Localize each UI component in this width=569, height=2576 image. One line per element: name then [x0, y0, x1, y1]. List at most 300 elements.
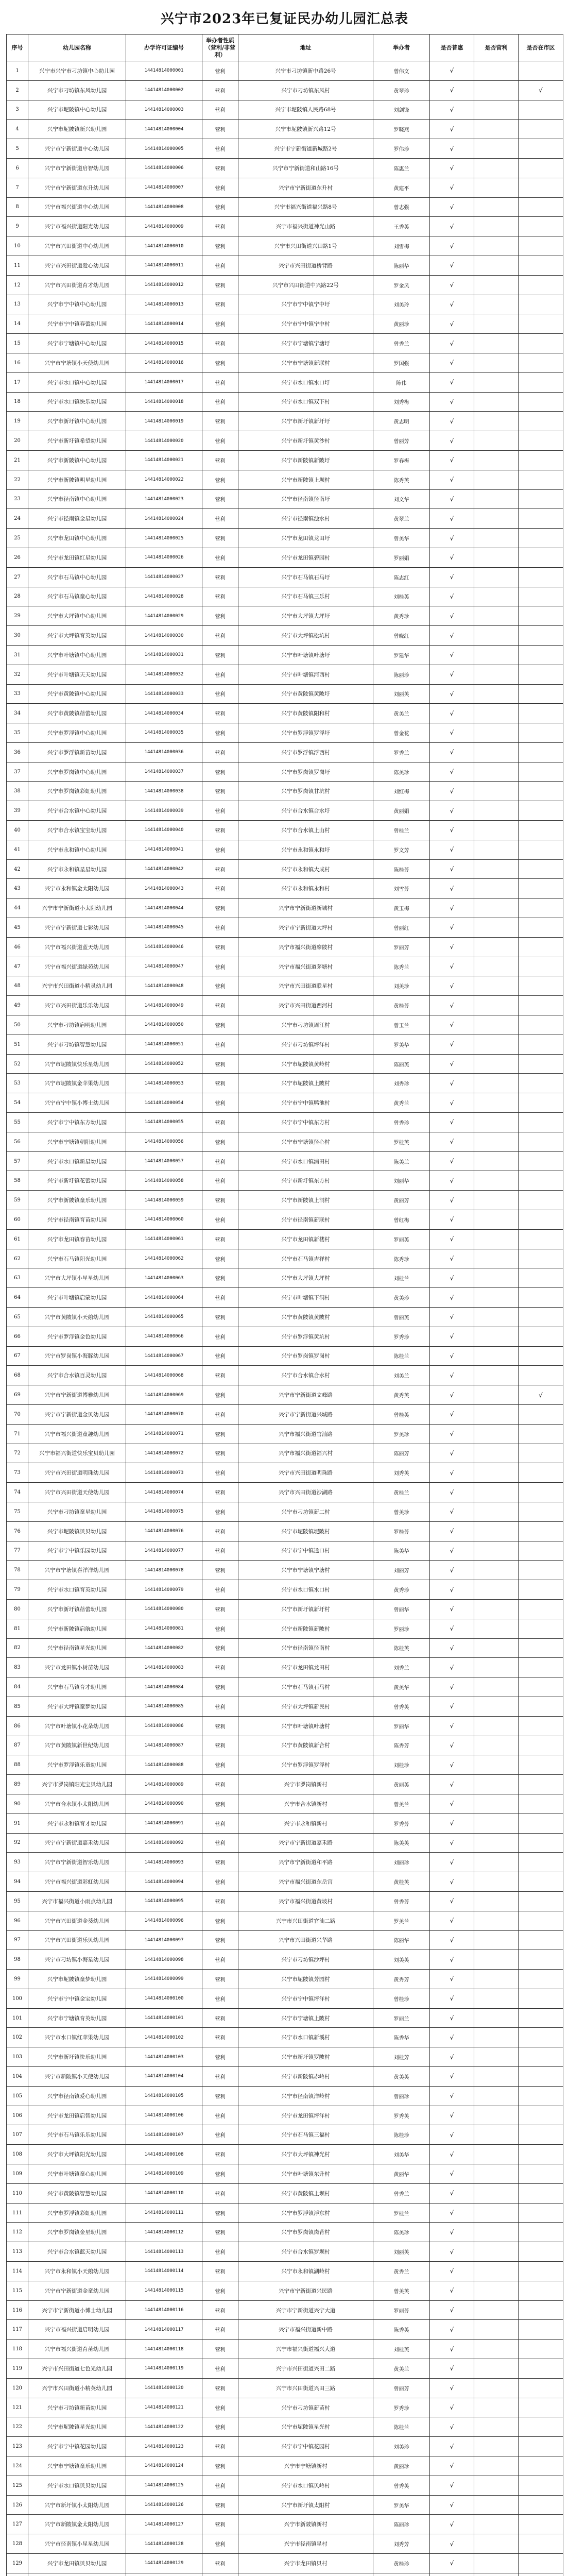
cell-name: 兴宁市龙田镇启智幼儿园 [28, 2106, 126, 2125]
table-row [7, 2047, 563, 2067]
cell-urban [519, 606, 563, 626]
cell-license: 14414814000021 [126, 450, 202, 470]
cell-sponsor: 刘桂英 [373, 2340, 430, 2359]
cell-name: 兴宁市合水镇小太阳幼儿园 [28, 1794, 126, 1814]
cell-index: 85 [7, 1697, 28, 1716]
cell-inclusive: √ [430, 2125, 474, 2145]
table-row [7, 1755, 563, 1775]
cell-address: 兴宁市福兴街道福兴路8号 [238, 197, 373, 217]
cell-address: 兴宁市宁塘镇宁塘村 [238, 1561, 373, 1580]
cell-index: 31 [7, 645, 28, 665]
cell-profit [474, 1483, 519, 1502]
cell-profit [474, 918, 519, 938]
cell-inclusive: √ [430, 470, 474, 489]
cell-urban [519, 2281, 563, 2300]
cell-address: 兴宁市坭陂镇坭陂村 [238, 1521, 373, 1541]
cell-inclusive: √ [430, 937, 474, 957]
cell-address: 兴宁市罗岗镇新村 [238, 1775, 373, 1794]
cell-address: 兴宁市合水镇合水村 [238, 1366, 373, 1385]
cell-index: 89 [7, 1775, 28, 1794]
cell-urban [519, 2086, 563, 2106]
cell-nature: 营利 [202, 801, 238, 821]
cell-license: 14414814000086 [126, 1716, 202, 1736]
cell-profit [474, 762, 519, 782]
cell-urban [519, 2262, 563, 2281]
cell-inclusive: √ [430, 762, 474, 782]
table-row [7, 626, 563, 646]
cell-license: 14414814000068 [126, 1366, 202, 1385]
cell-urban [519, 2242, 563, 2262]
cell-urban [519, 1580, 563, 1600]
table-row [7, 2437, 563, 2456]
cell-name: 兴宁市黄陂镇蓓蕾幼儿园 [28, 704, 126, 723]
cell-sponsor: 刘桂珍 [373, 1755, 430, 1775]
cell-nature: 营利 [202, 1229, 238, 1249]
cell-profit [474, 626, 519, 646]
cell-name: 兴宁市龙田镇小树苗幼儿园 [28, 1658, 126, 1677]
table-row [7, 801, 563, 821]
cell-license: 14414814000070 [126, 1404, 202, 1424]
cell-urban [519, 1210, 563, 1230]
cell-address: 兴宁市宁新街道和平路 [238, 1853, 373, 1872]
cell-address: 兴宁市刁坊镇坪洋村 [238, 1035, 373, 1054]
cell-license: 14414814000048 [126, 976, 202, 996]
cell-address: 兴宁市新陂镇上坝村 [238, 470, 373, 489]
cell-nature: 营利 [202, 1970, 238, 1989]
table-row [7, 2398, 563, 2417]
cell-urban [519, 1113, 563, 1132]
table-row [7, 976, 563, 996]
cell-address: 兴宁市宁新街道兴民路 [238, 2281, 373, 2300]
cell-inclusive: √ [430, 178, 474, 197]
table-row [7, 1716, 563, 1736]
cell-urban [519, 2145, 563, 2164]
cell-address: 兴宁市宁塘镇新联村 [238, 353, 373, 372]
cell-nature: 营利 [202, 1736, 238, 1755]
cell-index: 22 [7, 470, 28, 489]
table-row [7, 100, 563, 120]
table-row [7, 2340, 563, 2359]
table-row [7, 723, 563, 743]
cell-sponsor: 陈美英 [373, 1833, 430, 1853]
cell-license: 14414814000102 [126, 2028, 202, 2047]
table-row [7, 1736, 563, 1755]
cell-name: 兴宁市径南镇爱心幼儿园 [28, 2086, 126, 2106]
cell-profit [474, 801, 519, 821]
cell-address: 兴宁市刁坊镇周江村 [238, 1015, 373, 1035]
cell-name: 兴宁市径南镇育苗幼儿园 [28, 1210, 126, 1230]
cell-urban [519, 1541, 563, 1561]
cell-nature: 营利 [202, 996, 238, 1015]
cell-urban [519, 567, 563, 587]
cell-address: 兴宁市坭陂镇上陂村 [238, 1074, 373, 1093]
cell-nature: 营利 [202, 2437, 238, 2456]
cell-address: 兴宁市宁中镇花园村 [238, 2437, 373, 2456]
cell-profit [474, 1970, 519, 1989]
cell-address: 兴宁市兴田街道官汕二路 [238, 1911, 373, 1930]
cell-address: 兴宁市宁新街道东升村 [238, 178, 373, 197]
cell-profit [474, 1755, 519, 1775]
cell-urban [519, 1093, 563, 1113]
cell-profit [474, 2008, 519, 2028]
cell-index: 33 [7, 684, 28, 704]
cell-sponsor: 罗晓燕 [373, 120, 430, 139]
table-row [7, 1853, 563, 1872]
cell-sponsor: 刘丽英 [373, 2242, 430, 2262]
table-row [7, 80, 563, 100]
cell-urban [519, 1872, 563, 1892]
cell-license: 14414814000011 [126, 256, 202, 275]
cell-license: 14414814000035 [126, 723, 202, 743]
cell-index: 116 [7, 2300, 28, 2320]
cell-license: 14414814000001 [126, 61, 202, 81]
cell-profit [474, 120, 519, 139]
cell-name: 兴宁市宁塘镇童乐幼儿园 [28, 2456, 126, 2476]
cell-urban [519, 353, 563, 372]
cell-license: 14414814000083 [126, 1658, 202, 1677]
cell-sponsor: 刘秀英 [373, 1463, 430, 1483]
cell-inclusive: √ [430, 1463, 474, 1483]
cell-license: 14414814000100 [126, 1989, 202, 2008]
cell-nature: 营利 [202, 1483, 238, 1502]
cell-urban [519, 1171, 563, 1191]
cell-index: 114 [7, 2262, 28, 2281]
cell-address: 兴宁市新陂镇上洞村 [238, 1191, 373, 1210]
table-row [7, 1989, 563, 2008]
cell-profit [474, 2281, 519, 2300]
table-row [7, 1911, 563, 1930]
cell-profit [474, 1989, 519, 2008]
cell-inclusive: √ [430, 1074, 474, 1093]
cell-nature: 营利 [202, 587, 238, 606]
cell-index: 86 [7, 1716, 28, 1736]
cell-urban [519, 1035, 563, 1054]
cell-urban [519, 1151, 563, 1171]
table-row [7, 2456, 563, 2476]
cell-address: 兴宁市宁塘镇新村 [238, 2456, 373, 2476]
cell-address: 兴宁市兴田街道沙湖路 [238, 1483, 373, 1502]
cell-address: 兴宁市永和镇永和圩 [238, 840, 373, 859]
cell-urban [519, 1444, 563, 1463]
cell-nature: 营利 [202, 256, 238, 275]
cell-name: 兴宁市罗岗镇阳光宝贝幼儿园 [28, 1775, 126, 1794]
cell-nature: 营利 [202, 1171, 238, 1191]
cell-name: 兴宁市福兴街道彩虹幼儿园 [28, 1872, 126, 1892]
cell-profit [474, 256, 519, 275]
cell-inclusive: √ [430, 1736, 474, 1755]
cell-address: 兴宁市径南镇星村 [238, 2534, 373, 2554]
cell-sponsor: 刘美珍 [373, 976, 430, 996]
cell-sponsor: 陈秀兰 [373, 957, 430, 976]
cell-name: 兴宁市福兴街道快乐宝贝幼儿园 [28, 1444, 126, 1463]
cell-sponsor: 罗丽芳 [373, 2300, 430, 2320]
table-row [7, 762, 563, 782]
cell-sponsor: 陈桂英 [373, 1638, 430, 1658]
cell-nature: 营利 [202, 100, 238, 120]
cell-inclusive: √ [430, 489, 474, 509]
cell-inclusive: √ [430, 2320, 474, 2340]
cell-name: 兴宁市宁新街道中心幼儿园 [28, 139, 126, 159]
cell-profit [474, 2534, 519, 2554]
cell-index: 65 [7, 1308, 28, 1327]
table-row [7, 275, 563, 295]
cell-profit [474, 139, 519, 159]
cell-address: 兴宁市永和镇新村 [238, 1814, 373, 1833]
table-row [7, 2359, 563, 2379]
cell-license: 14414814000051 [126, 1035, 202, 1054]
cell-inclusive: √ [430, 1483, 474, 1502]
cell-nature: 营利 [202, 470, 238, 489]
cell-name: 兴宁市宁中镇东方幼儿园 [28, 1113, 126, 1132]
cell-name: 兴宁市新圩镇希望幼儿园 [28, 431, 126, 451]
cell-inclusive: √ [430, 1229, 474, 1249]
cell-profit [474, 684, 519, 704]
cell-urban [519, 295, 563, 314]
cell-inclusive: √ [430, 2262, 474, 2281]
table-row [7, 704, 563, 723]
cell-nature: 营利 [202, 1054, 238, 1074]
cell-profit [474, 2262, 519, 2281]
cell-profit [474, 1424, 519, 1444]
cell-nature: 营利 [202, 1775, 238, 1794]
cell-index: 21 [7, 450, 28, 470]
table-row [7, 2145, 563, 2164]
cell-license: 14414814000093 [126, 1853, 202, 1872]
cell-sponsor: 罗丽英 [373, 1229, 430, 1249]
cell-license: 14414814000018 [126, 392, 202, 412]
cell-urban [519, 2437, 563, 2456]
cell-urban [519, 2106, 563, 2125]
cell-profit [474, 1658, 519, 1677]
cell-index: 107 [7, 2125, 28, 2145]
table-row [7, 879, 563, 899]
cell-nature: 营利 [202, 918, 238, 938]
cell-urban [519, 1755, 563, 1775]
cell-sponsor: 陈美珍 [373, 2223, 430, 2242]
cell-inclusive: √ [430, 2495, 474, 2515]
cell-address: 兴宁市永和镇永和村 [238, 879, 373, 899]
cell-nature: 营利 [202, 821, 238, 840]
cell-profit [474, 1638, 519, 1658]
table-row [7, 821, 563, 840]
cell-sponsor: 曾秀珍 [373, 1113, 430, 1132]
cell-index: 129 [7, 2554, 28, 2573]
cell-license: 14414814000107 [126, 2125, 202, 2145]
cell-index: 88 [7, 1755, 28, 1775]
cell-name: 兴宁市罗浮镇乐童幼儿园 [28, 1755, 126, 1775]
cell-name: 兴宁市宁中镇小博士幼儿园 [28, 1093, 126, 1113]
cell-index: 111 [7, 2203, 28, 2223]
cell-inclusive: √ [430, 1288, 474, 1308]
cell-index: 60 [7, 1210, 28, 1230]
cell-nature: 营利 [202, 353, 238, 372]
cell-address: 兴宁市宁中镇鸭池村 [238, 1093, 373, 1113]
table-row [7, 1308, 563, 1327]
cell-license: 14414814000121 [126, 2398, 202, 2417]
cell-index: 112 [7, 2223, 28, 2242]
cell-urban [519, 996, 563, 1015]
table-row [7, 548, 563, 567]
cell-license: 14414814000085 [126, 1697, 202, 1716]
cell-address: 兴宁市罗岗镇岗背村 [238, 2223, 373, 2242]
cell-license: 14414814000098 [126, 1950, 202, 1970]
cell-name: 兴宁市径南镇小星星幼儿园 [28, 2534, 126, 2554]
cell-nature: 营利 [202, 1989, 238, 2008]
cell-address: 兴宁市福兴街道福兴村 [238, 1444, 373, 1463]
cell-profit [474, 2028, 519, 2047]
cell-inclusive: √ [430, 1911, 474, 1930]
cell-name: 兴宁市兴田街道乐贝幼儿园 [28, 1930, 126, 1950]
cell-license: 14414814000023 [126, 489, 202, 509]
cell-nature: 营利 [202, 139, 238, 159]
cell-license: 14414814000003 [126, 100, 202, 120]
cell-address: 兴宁市水口镇水口村 [238, 1580, 373, 1600]
page-title: 兴宁市2023年已复证民办幼儿园汇总表 [160, 11, 409, 27]
cell-urban [519, 2340, 563, 2359]
cell-inclusive: √ [430, 431, 474, 451]
cell-inclusive: √ [430, 879, 474, 899]
cell-inclusive: √ [430, 1561, 474, 1580]
cell-license: 14414814000042 [126, 859, 202, 879]
cell-index: 80 [7, 1599, 28, 1619]
cell-urban [519, 2476, 563, 2495]
cell-address: 兴宁市罗浮镇浮西村 [238, 742, 373, 762]
cell-index: 109 [7, 2164, 28, 2184]
cell-nature: 营利 [202, 2145, 238, 2164]
cell-nature: 营利 [202, 937, 238, 957]
cell-address: 兴宁市刁坊镇新苗村 [238, 2398, 373, 2417]
cell-address: 兴宁市宁新街道新城路2号 [238, 139, 373, 159]
cell-sponsor: 刘秀珍 [373, 1074, 430, 1093]
cell-address: 兴宁市宁中镇东方村 [238, 1113, 373, 1132]
cell-nature: 营利 [202, 197, 238, 217]
cell-inclusive: √ [430, 2164, 474, 2184]
cell-nature: 营利 [202, 2086, 238, 2106]
cell-license: 14414814000006 [126, 158, 202, 178]
cell-sponsor: 陈美珍 [373, 762, 430, 782]
cell-license [126, 2573, 202, 2576]
cell-sponsor: 黄秀芳 [373, 1970, 430, 1989]
cell-urban [519, 1775, 563, 1794]
cell-name: 兴宁市永和镇中心幼儿园 [28, 840, 126, 859]
cell-address: 兴宁市坭陂镇芳园村 [238, 1970, 373, 1989]
table-row [7, 1035, 563, 1054]
cell-sponsor: 刘文华 [373, 489, 430, 509]
cell-name: 兴宁市黄陂镇智慧幼儿园 [28, 2183, 126, 2203]
cell-index: 24 [7, 509, 28, 529]
cell-nature: 营利 [202, 1833, 238, 1853]
cell-license: 14414814000058 [126, 1171, 202, 1191]
cell-inclusive: √ [430, 918, 474, 938]
cell-address: 兴宁市兴田街道兴华路 [238, 1930, 373, 1950]
cell-address: 兴宁市新陂镇新陂圩 [238, 450, 373, 470]
cell-index: 29 [7, 606, 28, 626]
cell-nature: 营利 [202, 1191, 238, 1210]
cell-nature: 营利 [202, 2242, 238, 2262]
cell-name: 兴宁市兴田街道天使幼儿园 [28, 1483, 126, 1502]
cell-profit [474, 899, 519, 918]
cell-license: 14414814000128 [126, 2534, 202, 2554]
cell-license: 14414814000091 [126, 1814, 202, 1833]
cell-nature: 营利 [202, 2047, 238, 2067]
table-row [7, 353, 563, 372]
cell-address: 兴宁市宁中镇宁中村 [238, 314, 373, 334]
cell-inclusive: √ [430, 645, 474, 665]
cell-index: 127 [7, 2515, 28, 2534]
cell-sponsor: 罗美华 [373, 1035, 430, 1054]
cell-profit [474, 470, 519, 489]
cell-address: 兴宁市刁坊镇东风村 [238, 80, 373, 100]
cell-profit [474, 587, 519, 606]
cell-name: 兴宁市福兴街道启明幼儿园 [28, 2320, 126, 2340]
cell-name: 兴宁市石马镇阳光幼儿园 [28, 1249, 126, 1268]
cell-index: 13 [7, 295, 28, 314]
cell-inclusive: √ [430, 2106, 474, 2125]
table-row [7, 1171, 563, 1191]
cell-address: 兴宁市合水镇上山村 [238, 821, 373, 840]
cell-address: 兴宁市宁新街道和山路16号 [238, 158, 373, 178]
cell-name: 兴宁市罗岗镇彩虹幼儿园 [28, 782, 126, 801]
cell-inclusive: √ [430, 606, 474, 626]
cell-nature: 营利 [202, 1930, 238, 1950]
cell-sponsor: 黄美兰 [373, 2359, 430, 2379]
cell-nature: 营利 [202, 431, 238, 451]
cell-nature [202, 2573, 238, 2576]
table-row [7, 2300, 563, 2320]
table-row [7, 1930, 563, 1950]
cell-nature: 营利 [202, 1619, 238, 1638]
cell-profit [474, 2417, 519, 2437]
cell-profit [474, 2398, 519, 2417]
cell-urban [519, 2164, 563, 2184]
cell-nature: 营利 [202, 2164, 238, 2184]
cell-nature: 营利 [202, 2183, 238, 2203]
table-row [7, 587, 563, 606]
cell-index: 3 [7, 100, 28, 120]
table-row [7, 1619, 563, 1638]
cell-urban [519, 2300, 563, 2320]
cell-name: 兴宁市新陂镇启航幼儿园 [28, 1619, 126, 1638]
header-inclusive: 是否普惠 [430, 35, 474, 61]
cell-urban [519, 762, 563, 782]
cell-urban [519, 2203, 563, 2223]
cell-nature: 营利 [202, 2203, 238, 2223]
table-row [7, 899, 563, 918]
table-row [7, 1541, 563, 1561]
header-urban: 是否在市区 [519, 35, 563, 61]
cell-index: 73 [7, 1463, 28, 1483]
cell-sponsor: 黄丽华 [373, 2164, 430, 2184]
cell-index: 43 [7, 879, 28, 899]
header-index: 序号 [7, 35, 28, 61]
cell-index: 36 [7, 742, 28, 762]
cell-name: 兴宁市刁坊镇小海星幼儿园 [28, 1950, 126, 1970]
cell-inclusive: √ [430, 801, 474, 821]
cell-inclusive: √ [430, 334, 474, 353]
cell-sponsor: 王秀英 [373, 217, 430, 236]
cell-inclusive: √ [430, 626, 474, 646]
cell-index: 66 [7, 1327, 28, 1346]
cell-name: 兴宁市龙田镇红星幼儿园 [28, 548, 126, 567]
header-profit: 是否营利 [474, 35, 519, 61]
cell-name: 兴宁市合水镇中心幼儿园 [28, 801, 126, 821]
cell-inclusive: √ [430, 742, 474, 762]
cell-nature: 营利 [202, 782, 238, 801]
table-row [7, 996, 563, 1015]
cell-index: 38 [7, 782, 28, 801]
table-row [7, 645, 563, 665]
table-row [7, 61, 563, 81]
